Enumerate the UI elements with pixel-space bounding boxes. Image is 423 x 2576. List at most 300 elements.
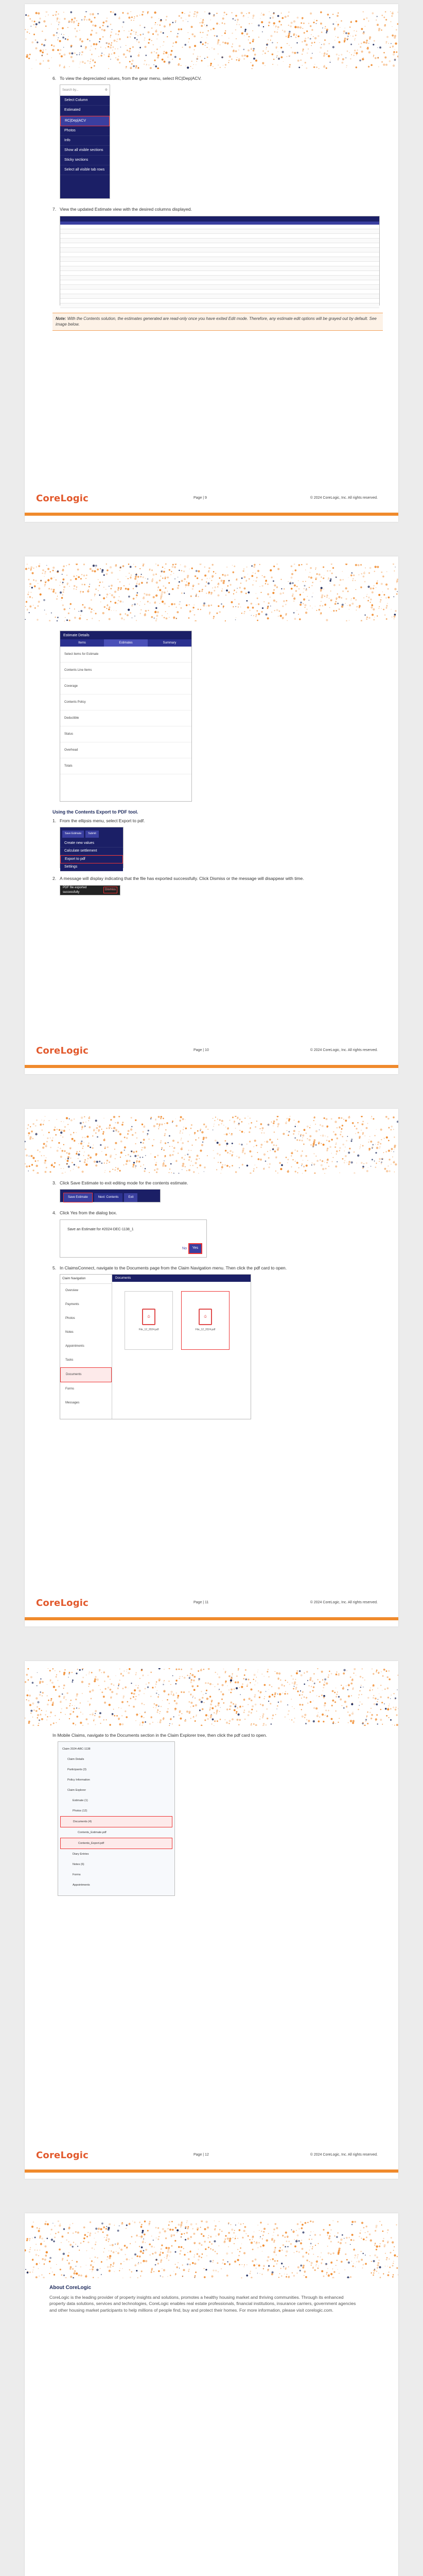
banner-dot [234, 599, 235, 600]
banner-dot [311, 34, 312, 35]
banner-dot [34, 607, 36, 609]
banner-dot [290, 2243, 292, 2245]
banner-dot [133, 1706, 135, 1708]
banner-dot [80, 578, 82, 580]
banner-dot [374, 2255, 376, 2257]
tree-item[interactable]: Participants (3) [67, 1768, 86, 1772]
nav-item[interactable]: Payments [65, 1302, 79, 1306]
banner-dot [246, 567, 248, 568]
panel-row[interactable]: Deductible [60, 710, 191, 726]
banner-dot [117, 589, 119, 591]
banner-dot [287, 2246, 288, 2247]
banner-dot [103, 2251, 104, 2252]
banner-dot [202, 1142, 203, 1143]
banner-dot [165, 611, 166, 612]
banner-dot [298, 614, 299, 615]
banner-dot [296, 1670, 298, 1672]
banner-dot [195, 1704, 197, 1706]
banner-dot [351, 603, 354, 605]
banner-dot [127, 12, 129, 14]
pdf-card[interactable] [125, 1291, 173, 1350]
nav-item[interactable]: Forms [65, 1387, 74, 1391]
banner-dot [258, 1159, 259, 1160]
banner-dot [30, 592, 31, 593]
banner-dot [396, 2267, 398, 2269]
menu-item[interactable]: RC|Dep|ACV [60, 116, 110, 126]
banner-dot [185, 1166, 186, 1167]
banner-dot [80, 610, 82, 612]
banner-dot [28, 1171, 29, 1172]
banner-dot [267, 1718, 268, 1719]
banner-dot [184, 1677, 186, 1679]
menu-item[interactable]: Photos [60, 126, 110, 136]
banner-dot [312, 2246, 313, 2247]
banner-dot [128, 564, 130, 565]
banner-dot [314, 1173, 315, 1174]
banner-dot [142, 1724, 143, 1725]
banner-dot [169, 1723, 170, 1724]
nav-item[interactable]: Photos [65, 1316, 75, 1320]
banner-dot [145, 2249, 147, 2251]
banner-dot [122, 1122, 124, 1123]
banner-dot [137, 35, 138, 36]
banner-dot [221, 580, 223, 582]
menu-item[interactable]: Select Column [60, 96, 110, 106]
banner-dot [158, 1128, 159, 1129]
banner-dot [74, 617, 76, 619]
banner-dot [363, 2239, 365, 2241]
banner-dot [322, 1125, 324, 1127]
banner-dot [58, 13, 59, 15]
banner-dot [35, 1125, 37, 1127]
banner-dot [300, 59, 302, 61]
banner-dot [328, 1674, 329, 1675]
banner-dot [309, 2250, 310, 2251]
dialog-yes-button[interactable]: Yes [188, 1243, 202, 1253]
banner-dot [391, 2237, 392, 2239]
banner-dot [37, 1672, 38, 1673]
banner-dot [76, 1707, 77, 1708]
banner-dot [366, 1715, 368, 1717]
banner-dot [339, 2248, 341, 2250]
banner-dot [264, 1167, 265, 1168]
banner-dot [42, 30, 43, 32]
panel-row[interactable]: Select items for Estimate [60, 647, 191, 663]
banner-dot [115, 1170, 116, 1171]
banner-dot [107, 1160, 109, 1162]
banner-dot [255, 616, 257, 617]
nav-item[interactable]: Tasks [65, 1358, 74, 1362]
panel-tab[interactable]: Summary [163, 641, 177, 645]
banner-dot [138, 2262, 139, 2263]
banner-dot [293, 35, 294, 36]
gear-icon[interactable]: ⚙ [104, 88, 108, 92]
banner-dot [326, 67, 327, 69]
banner-dot [192, 610, 193, 611]
banner-dot [358, 1132, 359, 1133]
banner-dot [205, 1693, 206, 1694]
banner-dot [388, 43, 389, 44]
table-row [60, 243, 379, 248]
banner-dot [349, 1714, 351, 1716]
banner-dot [124, 585, 125, 586]
banner-dot [269, 1676, 270, 1677]
menu-item[interactable]: Info [60, 136, 110, 146]
banner-dot [224, 32, 226, 34]
banner-dot [92, 570, 94, 571]
banner-dot [384, 615, 385, 616]
banner-dot [171, 52, 172, 53]
banner-dot [119, 16, 120, 17]
banner-dot [377, 616, 378, 617]
tree-item[interactable]: Contents_Estimate.pdf [78, 1831, 107, 1835]
banner-dot [169, 1168, 170, 1170]
banner-dot [361, 1130, 362, 1131]
nav-item[interactable]: Messages [65, 1401, 80, 1404]
banner-dot [53, 1166, 55, 1167]
nav-item[interactable]: Documents [60, 1367, 112, 1382]
tree-item[interactable]: Claim Details [67, 1758, 84, 1761]
banner-dot [176, 2266, 178, 2268]
panel-row[interactable]: Coverage [60, 679, 191, 694]
panel-row[interactable]: Status [60, 726, 191, 742]
banner-dot [271, 2238, 273, 2240]
banner-dot [397, 1121, 398, 1123]
banner-dot [180, 1132, 181, 1134]
banner-dot [330, 590, 331, 591]
banner-dot [69, 1118, 70, 1120]
tree-item[interactable]: Estimate (1) [73, 1799, 88, 1803]
menu-item[interactable]: Select all visible tab rows [60, 165, 110, 175]
banner-dot [251, 48, 252, 49]
banner-dot [189, 1156, 191, 1158]
banner-dot [227, 2238, 229, 2240]
banner-dot [219, 2221, 220, 2222]
banner-dot [137, 603, 138, 604]
banner-dot [272, 42, 273, 44]
tree-item[interactable]: Diary Entries [73, 1853, 89, 1856]
pdf-card[interactable] [181, 1291, 230, 1350]
banner-dot [305, 2276, 307, 2278]
search-input[interactable]: Search by... [62, 88, 79, 92]
banner-dot [390, 11, 391, 12]
banner-dot [110, 566, 112, 568]
banner-dot [190, 2239, 191, 2240]
banner-dot [248, 591, 250, 594]
menu-item[interactable]: Calculate settlement [60, 848, 123, 855]
banner-dot [313, 1117, 315, 1118]
banner-dot [383, 64, 385, 66]
toolbar-button[interactable]: Save Estimate [63, 1193, 93, 1202]
panel-tab[interactable]: Items [78, 641, 86, 645]
banner-dot [385, 584, 387, 586]
banner-dot [397, 23, 399, 25]
banner-dot [218, 605, 219, 607]
banner-dot [273, 25, 274, 26]
banner-dot [347, 1136, 348, 1137]
banner-dot [101, 1162, 103, 1164]
banner-dot [168, 2249, 170, 2251]
banner-dot [74, 2270, 76, 2272]
tree-item[interactable]: Notes (6) [73, 1863, 84, 1867]
banner-dot [47, 579, 49, 581]
banner-dot [271, 1142, 272, 1143]
panel-row[interactable]: Contents Policy [60, 694, 191, 710]
banner-dot [334, 1146, 336, 1148]
tree-item[interactable]: Documents (4) [60, 1816, 172, 1827]
banner-dot [171, 2245, 173, 2247]
banner-dot [177, 2229, 179, 2231]
banner-dot [182, 1676, 183, 1677]
banner-dot [113, 1685, 114, 1686]
toolbar-button[interactable]: Submit [85, 831, 99, 837]
banner-dot [90, 584, 91, 585]
toolbar-button[interactable]: Save Estimate [62, 831, 84, 837]
banner-dot [137, 1158, 138, 1159]
banner-dot [198, 2259, 199, 2261]
banner-dot [81, 52, 83, 53]
banner-dot [225, 1150, 227, 1152]
banner-dot [312, 1690, 314, 1691]
banner-dot [90, 13, 92, 15]
banner-dot [302, 2248, 304, 2250]
tree-item[interactable]: Photos (12) [73, 1809, 87, 1813]
banner-dot [231, 1702, 233, 1704]
banner-dot [46, 1710, 47, 1711]
banner-dot [244, 1709, 245, 1710]
banner-dot [128, 578, 129, 579]
banner-dot [237, 19, 239, 21]
banner-dot [303, 48, 304, 50]
banner-dot [149, 2223, 150, 2224]
menu-item[interactable]: Create new values [60, 840, 123, 848]
banner-dot [329, 17, 330, 18]
banner-dot [126, 1163, 128, 1165]
banner-dot [268, 1701, 269, 1702]
banner-dot [249, 2239, 250, 2240]
banner-dot [182, 2276, 183, 2277]
banner-dot [95, 594, 96, 595]
banner-dot [256, 1710, 257, 1711]
tree-item[interactable]: Claim 2024-ABC-1138 [62, 1748, 91, 1751]
banner-dot [306, 2260, 308, 2262]
banner-dot [375, 1152, 377, 1154]
banner-dot [191, 1679, 192, 1681]
banner-dot [52, 1668, 54, 1669]
banner-dot [276, 1708, 277, 1709]
banner-dot [89, 1704, 91, 1705]
banner-dot [333, 1131, 334, 1133]
banner-dot [156, 615, 158, 617]
banner-dot [388, 1127, 390, 1128]
panel-tabs [60, 639, 191, 647]
panel-tab[interactable]: Estimates [104, 639, 148, 647]
nav-item[interactable]: Overview [65, 1289, 79, 1292]
banner-dot [193, 2233, 195, 2235]
banner-dot [388, 1140, 390, 1142]
banner-dot [269, 22, 271, 24]
banner-dot [223, 2241, 225, 2243]
banner-dot [157, 1697, 158, 1698]
decorative-dot-banner [25, 2221, 398, 2278]
banner-dot [160, 1711, 161, 1712]
tree-item[interactable]: Forms [73, 1873, 81, 1877]
banner-dot [33, 568, 34, 569]
nav-item[interactable]: Appointments [65, 1344, 84, 1348]
panel-row[interactable]: Totals [60, 758, 191, 774]
banner-dot [250, 1173, 251, 1174]
banner-dot [79, 1161, 81, 1162]
banner-dot [142, 577, 144, 579]
toolbar-button[interactable]: Exit [124, 1193, 137, 1202]
menu-item[interactable]: Estimated [60, 106, 110, 115]
banner-dot [309, 1135, 311, 1137]
banner-dot [282, 51, 284, 53]
banner-dot [385, 11, 386, 12]
banner-dot [295, 1171, 296, 1172]
banner-dot [171, 1172, 172, 1173]
banner-dot [135, 1720, 136, 1721]
banner-dot [300, 1134, 302, 1136]
banner-dot [334, 1121, 337, 1123]
banner-dot [60, 591, 62, 594]
banner-dot [187, 66, 189, 69]
banner-dot [197, 1685, 199, 1687]
banner-dot [76, 2273, 78, 2275]
banner-dot [170, 54, 172, 56]
banner-dot [118, 587, 120, 589]
banner-dot [113, 2262, 114, 2264]
tree-item[interactable]: Policy Information [67, 1778, 90, 1782]
banner-dot [59, 1719, 60, 1720]
banner-dot [42, 1695, 43, 1696]
banner-dot [280, 1680, 281, 1681]
banner-dot [104, 1681, 105, 1682]
banner-dot [372, 614, 374, 616]
banner-dot [361, 1162, 363, 1164]
banner-dot [274, 584, 276, 586]
tree-item[interactable]: Contents_Export.pdf [60, 1838, 172, 1849]
banner-dot [347, 2276, 349, 2278]
about-title: About CoreLogic [49, 2285, 92, 2291]
banner-dot [136, 1151, 137, 1152]
banner-dot [222, 1684, 224, 1686]
banner-dot [210, 29, 212, 30]
banner-dot [291, 1166, 292, 1167]
toolbar-button[interactable]: Next: Contents [94, 1193, 123, 1202]
panel-row[interactable]: Contents Line Items [60, 663, 191, 679]
banner-dot [232, 1156, 233, 1157]
banner-dot [374, 2245, 375, 2246]
menu-item[interactable]: Export to pdf [60, 855, 123, 863]
banner-dot [126, 576, 127, 577]
banner-dot [381, 1671, 382, 1672]
banner-dot [342, 1136, 343, 1138]
banner-dot [144, 1717, 145, 1718]
banner-dot [132, 1134, 134, 1136]
banner-dot [36, 1120, 38, 1121]
menu-item[interactable]: Settings [60, 863, 123, 871]
dismiss-button[interactable]: Dismiss [103, 887, 117, 893]
copyright: © 2024 CoreLogic, Inc. All rights reserved. [310, 496, 378, 500]
banner-dot [159, 2231, 161, 2233]
banner-dot [289, 31, 291, 33]
banner-dot [323, 1684, 325, 1686]
dialog-no-button[interactable]: No [182, 1247, 187, 1251]
banner-dot [320, 1124, 321, 1125]
banner-dot [101, 1691, 103, 1693]
banner-dot [372, 1689, 373, 1690]
banner-dot [267, 2260, 269, 2262]
banner-dot [239, 1119, 240, 1120]
banner-dot [63, 1168, 64, 1169]
banner-dot [374, 1135, 376, 1137]
banner-dot [143, 1139, 145, 1141]
banner-dot [82, 1171, 84, 1173]
banner-dot [64, 609, 65, 610]
banner-dot [280, 1701, 282, 1703]
banner-dot [303, 603, 304, 604]
banner-dot [37, 43, 38, 44]
banner-dot [238, 2255, 240, 2257]
banner-dot [334, 27, 336, 29]
banner-dot [263, 2231, 265, 2233]
banner-dot [164, 603, 166, 605]
tree-item[interactable]: Appointments [73, 1884, 90, 1887]
export-menu-screenshot [60, 827, 124, 868]
banner-dot [179, 1724, 180, 1726]
menu-item[interactable]: Sticky sections [60, 156, 110, 165]
banner-dot [98, 1716, 100, 1718]
banner-dot [171, 2234, 173, 2236]
banner-dot [198, 1670, 199, 1672]
banner-dot [294, 597, 295, 598]
banner-dot [355, 1133, 356, 1134]
banner-dot [288, 25, 289, 26]
banner-dot [182, 1118, 184, 1120]
banner-dot [336, 1154, 337, 1155]
banner-dot [373, 1673, 374, 1674]
menu-item[interactable]: Show all visible sections [60, 146, 110, 156]
banner-dot [380, 601, 381, 603]
banner-dot [154, 1156, 156, 1158]
banner-dot [156, 48, 158, 50]
banner-dot [136, 1715, 137, 1716]
banner-dot [162, 2228, 164, 2230]
banner-dot [243, 613, 244, 614]
banner-dot [253, 615, 254, 616]
banner-dot [63, 2228, 65, 2230]
banner-dot [308, 23, 309, 24]
panel-row[interactable]: Overhead [60, 742, 191, 758]
banner-dot [107, 1163, 108, 1164]
banner-dot [233, 1116, 234, 1117]
banner-dot [188, 32, 189, 33]
tree-item[interactable]: Claim Explorer [67, 1789, 86, 1792]
banner-dot [288, 15, 289, 16]
banner-dot [331, 1139, 332, 1140]
banner-dot [162, 2252, 164, 2253]
banner-dot [172, 564, 174, 566]
nav-item[interactable]: Notes [65, 1330, 74, 1334]
banner-dot [57, 1150, 59, 1152]
banner-dot [39, 2263, 40, 2264]
banner-dot [110, 11, 112, 12]
banner-dot [142, 1147, 143, 1148]
banner-dot [372, 1147, 373, 1148]
banner-dot [59, 40, 61, 42]
banner-dot [277, 55, 278, 56]
